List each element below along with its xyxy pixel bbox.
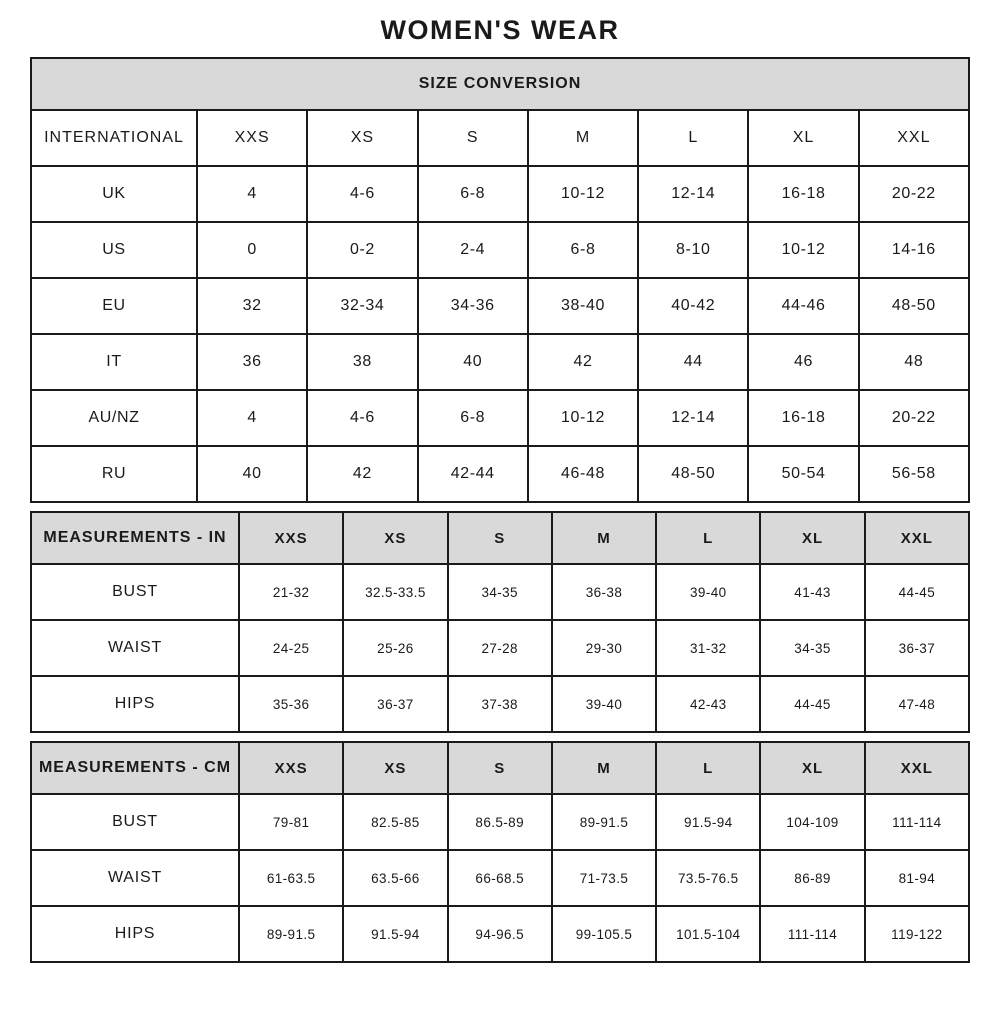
value-cell: 40 [197,446,307,502]
table-row [31,794,969,850]
value-cell: 111-114 [760,906,864,962]
row-label: BUST [31,564,239,620]
value-cell: 44-45 [865,564,969,620]
value-cell: 41-43 [760,564,864,620]
value-cell: 42-44 [418,446,528,502]
header-cell: M [552,742,656,794]
value-cell: 36-37 [343,676,447,732]
value-cell: 89-91.5 [239,906,343,962]
value-cell: 10-12 [748,222,858,278]
table-row [31,166,969,222]
value-cell: 42 [307,446,417,502]
value-cell: 21-32 [239,564,343,620]
value-cell: 89-91.5 [552,794,656,850]
value-cell: 10-12 [528,166,638,222]
header-cell: L [656,742,760,794]
size-conversion-table [30,57,970,503]
header-cell: XS [343,742,447,794]
value-cell: 0-2 [307,222,417,278]
header-cell: XXS [239,512,343,564]
row-label: UK [31,166,197,222]
value-cell: 24-25 [239,620,343,676]
table-row [31,676,969,732]
row-label: US [31,222,197,278]
header-row [31,512,969,564]
row-label: IT [31,334,197,390]
value-cell: 32 [197,278,307,334]
value-cell: 91.5-94 [656,794,760,850]
value-cell: 25-26 [343,620,447,676]
row-label: RU [31,446,197,502]
value-cell: 8-10 [638,222,748,278]
value-cell: 32-34 [307,278,417,334]
row-label: HIPS [31,906,239,962]
value-cell: 4-6 [307,166,417,222]
header-cell: XS [307,110,417,166]
value-cell: 48-50 [638,446,748,502]
measurements-in-table [30,511,970,733]
value-cell: 119-122 [865,906,969,962]
value-cell: 44-46 [748,278,858,334]
header-cell: XXL [865,742,969,794]
value-cell: 82.5-85 [343,794,447,850]
value-cell: 4 [197,166,307,222]
row-label: AU/NZ [31,390,197,446]
header-cell: XL [760,742,864,794]
header-cell: L [656,512,760,564]
row-label: EU [31,278,197,334]
value-cell: 38-40 [528,278,638,334]
value-cell: 38 [307,334,417,390]
value-cell: 36-37 [865,620,969,676]
value-cell: 63.5-66 [343,850,447,906]
value-cell: 86.5-89 [448,794,552,850]
value-cell: 44 [638,334,748,390]
value-cell: 12-14 [638,166,748,222]
header-cell: XL [760,512,864,564]
value-cell: 42-43 [656,676,760,732]
value-cell: 61-63.5 [239,850,343,906]
table-row [31,446,969,502]
value-cell: 2-4 [418,222,528,278]
table-row [31,222,969,278]
table-row [31,906,969,962]
value-cell: 0 [197,222,307,278]
table-row [31,390,969,446]
table-title: SIZE CONVERSION [31,58,969,110]
header-cell: S [448,742,552,794]
value-cell: 73.5-76.5 [656,850,760,906]
value-cell: 56-58 [859,446,969,502]
value-cell: 10-12 [528,390,638,446]
value-cell: 39-40 [656,564,760,620]
table-title-row [31,58,969,110]
header-cell: S [448,512,552,564]
value-cell: 50-54 [748,446,858,502]
value-cell: 111-114 [865,794,969,850]
value-cell: 32.5-33.5 [343,564,447,620]
header-cell: INTERNATIONAL [31,110,197,166]
value-cell: 27-28 [448,620,552,676]
row-label: WAIST [31,850,239,906]
header-cell: S [418,110,528,166]
value-cell: 48-50 [859,278,969,334]
value-cell: 46 [748,334,858,390]
value-cell: 66-68.5 [448,850,552,906]
value-cell: 46-48 [528,446,638,502]
header-cell: M [528,110,638,166]
value-cell: 42 [528,334,638,390]
value-cell: 29-30 [552,620,656,676]
value-cell: 4 [197,390,307,446]
header-cell: L [638,110,748,166]
value-cell: 37-38 [448,676,552,732]
value-cell: 81-94 [865,850,969,906]
value-cell: 6-8 [528,222,638,278]
value-cell: 34-36 [418,278,528,334]
header-cell: MEASUREMENTS - CM [31,742,239,794]
value-cell: 6-8 [418,390,528,446]
value-cell: 35-36 [239,676,343,732]
value-cell: 16-18 [748,390,858,446]
value-cell: 40-42 [638,278,748,334]
row-label: HIPS [31,676,239,732]
page-title: WOMEN'S WEAR [380,15,620,45]
header-cell: XXL [865,512,969,564]
table-row [31,850,969,906]
value-cell: 14-16 [859,222,969,278]
header-cell: XXS [239,742,343,794]
table-row [31,278,969,334]
table-row [31,334,969,390]
value-cell: 48 [859,334,969,390]
row-label: WAIST [31,620,239,676]
header-row [31,110,969,166]
header-cell: M [552,512,656,564]
value-cell: 94-96.5 [448,906,552,962]
value-cell: 86-89 [760,850,864,906]
value-cell: 20-22 [859,166,969,222]
value-cell: 71-73.5 [552,850,656,906]
value-cell: 34-35 [760,620,864,676]
value-cell: 36 [197,334,307,390]
value-cell: 4-6 [307,390,417,446]
value-cell: 79-81 [239,794,343,850]
page [0,14,1000,963]
header-cell: XS [343,512,447,564]
value-cell: 104-109 [760,794,864,850]
table-row [31,564,969,620]
value-cell: 40 [418,334,528,390]
value-cell: 91.5-94 [343,906,447,962]
value-cell: 34-35 [448,564,552,620]
header-cell: MEASUREMENTS - IN [31,512,239,564]
header-cell: XL [748,110,858,166]
value-cell: 12-14 [638,390,748,446]
header-row [31,742,969,794]
value-cell: 6-8 [418,166,528,222]
value-cell: 47-48 [865,676,969,732]
value-cell: 99-105.5 [552,906,656,962]
header-cell: XXL [859,110,969,166]
value-cell: 31-32 [656,620,760,676]
value-cell: 20-22 [859,390,969,446]
row-label: BUST [31,794,239,850]
value-cell: 36-38 [552,564,656,620]
value-cell: 16-18 [748,166,858,222]
measurements-cm-table [30,741,970,963]
value-cell: 101.5-104 [656,906,760,962]
value-cell: 44-45 [760,676,864,732]
header-cell: XXS [197,110,307,166]
value-cell: 39-40 [552,676,656,732]
table-row [31,620,969,676]
